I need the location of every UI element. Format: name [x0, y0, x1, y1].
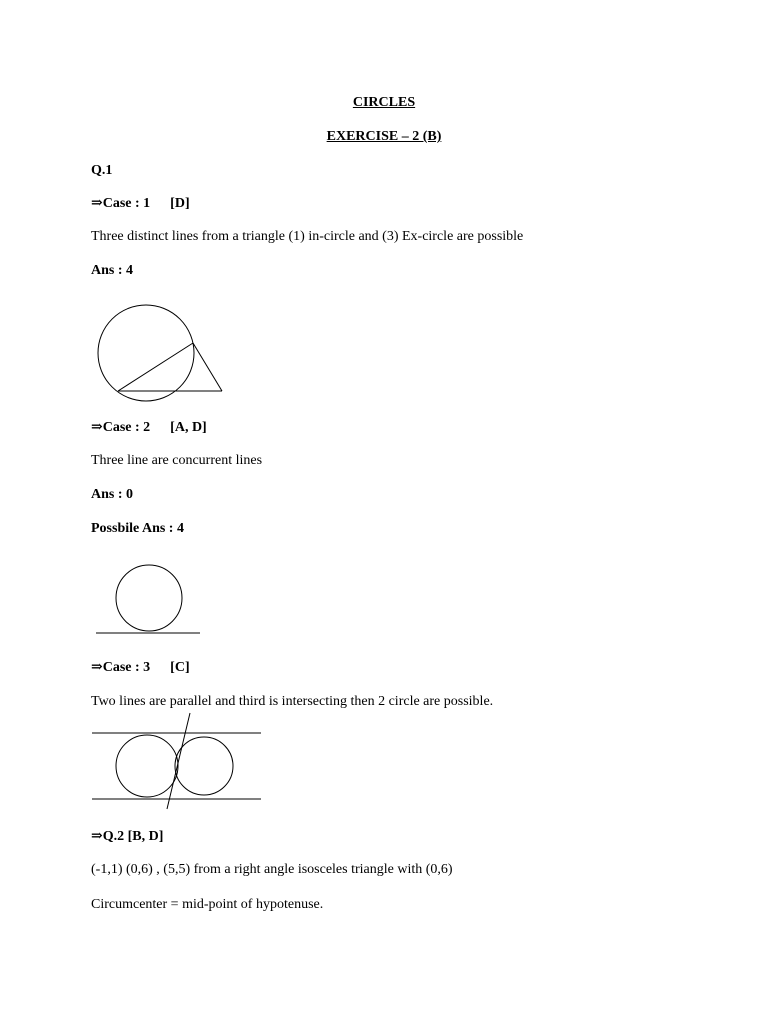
- question-2-title: Q.2 [B, D]: [102, 829, 164, 844]
- case-3-answer-options: [C]: [170, 660, 190, 675]
- case-2-answer-options: [A, D]: [170, 420, 207, 435]
- case-3-circle-left: [116, 735, 178, 797]
- page-title: CIRCLES: [352, 95, 416, 110]
- implies-arrow: ⇒: [91, 660, 103, 675]
- question-1-label: Q.1: [91, 163, 113, 178]
- exercise-subtitle: EXERCISE – 2 (B): [326, 129, 442, 144]
- question-2-line-2: Circumcenter = mid-point of hypotenuse.: [91, 897, 324, 912]
- case-3-title: Case : 3: [102, 660, 151, 675]
- case-2-title: Case : 2: [102, 420, 151, 435]
- question-2-heading: [91, 829, 163, 845]
- case-2-possible-answer: Possbile Ans : 4: [91, 521, 184, 536]
- case-1-title: Case : 1: [102, 196, 151, 211]
- question-2-line-1: (-1,1) (0,6) , (5,5) from a right angle isosceles triangle with (0,6): [91, 862, 453, 877]
- case-3-intersecting-line: [167, 713, 190, 809]
- case-1-answer-options: [D]: [170, 196, 190, 211]
- implies-arrow: ⇒: [91, 196, 103, 211]
- case-3-circle-right: [175, 737, 233, 795]
- implies-arrow: ⇒: [91, 420, 103, 435]
- case-1-answer: Ans : 4: [91, 263, 134, 278]
- case-2-text: Three line are concurrent lines: [91, 453, 263, 468]
- case-3-text: Two lines are parallel and third is intersecting then 2 circle are possible.: [91, 694, 494, 709]
- case-2-answer: Ans : 0: [91, 487, 134, 502]
- case-1-text: Three distinct lines from a triangle (1) in-circle and (3) Ex-circle are possible: [91, 229, 524, 244]
- implies-arrow: ⇒: [91, 829, 103, 844]
